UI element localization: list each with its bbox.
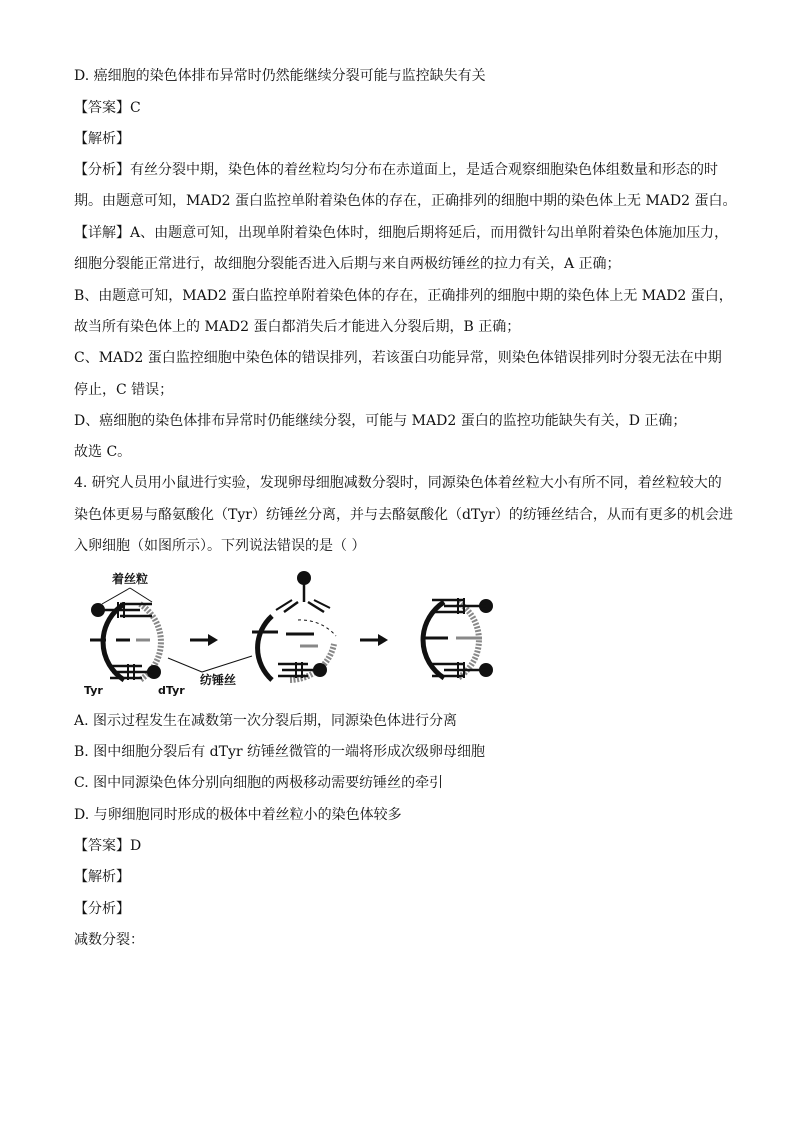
option-c: C. 图中同源染色体分别向细胞的两极移动需要纺锤丝的牵引 <box>74 775 444 791</box>
conclusion-line: 故选 C。 <box>74 444 132 460</box>
detail-paragraph-line: 【详解】A、由题意可知，出现单附着染色体时，细胞后期将延后，而用微针勾出单附着染色体施加压力， <box>74 225 729 241</box>
option-d: D. 与卵细胞同时形成的极体中着丝粒小的染色体较多 <box>74 807 402 823</box>
analysis-paragraph-line: 【分析】有丝分裂中期，染色体的着丝粒均匀分布在赤道面上，是适合观察细胞染色体组数量和形态的时 <box>74 162 718 178</box>
analysis-label: 【解析】 <box>74 131 130 147</box>
cell-stage-1 <box>90 602 161 680</box>
meiosis-heading: 减数分裂： <box>74 932 144 948</box>
analysis-heading: 【分析】 <box>74 901 130 917</box>
question-stem-line: 入卵细胞（如图所示）。下列说法错误的是（ ） <box>74 538 366 554</box>
question-stem-line: 染色体更易与酪氨酸化（Tyr）纺锤丝分离，并与去酪氨酸化（dTyr）的纺锤丝结合，从而有更多的机会进 <box>74 507 733 523</box>
spindle-label: 纺锤丝 <box>200 673 237 687</box>
detail-paragraph-line: 停止，C 错误； <box>74 382 174 398</box>
question-stem-line: 4. 研究人员用小鼠进行实验，发现卵母细胞减数分裂时，同源染色体着丝粒大小有所不同，着丝粒较大的 <box>74 475 722 491</box>
cell-stage-2 <box>252 571 336 680</box>
detail-paragraph-line: 故当所有染色体上的 MAD2 蛋白都消失后才能进入分裂后期，B 正确； <box>74 319 521 335</box>
dtyr-label: dTyr <box>158 684 185 697</box>
arrow-right-icon <box>190 634 218 646</box>
detail-paragraph-line: C、MAD2 蛋白监控细胞中染色体的错误排列，若该蛋白功能异常，则染色体错误排列时分裂无法在中期 <box>74 350 722 366</box>
option-d-text: D. 癌细胞的染色体排布异常时仍然能继续分裂可能与监控缺失有关 <box>74 68 486 84</box>
detail-paragraph-line: D、癌细胞的染色体排布异常时仍能继续分裂，可能与 MAD2 蛋白的监控功能缺失有关，D 正确； <box>74 413 687 429</box>
arrow-right-icon <box>360 634 388 646</box>
tyr-label: Tyr <box>84 684 103 697</box>
analysis-label: 【解析】 <box>74 869 130 885</box>
cell-stage-3 <box>422 598 493 678</box>
analysis-paragraph-line: 期。由题意可知，MAD2 蛋白监控单附着染色体的存在，正确排列的细胞中期的染色体上无 MAD2 蛋白。 <box>74 193 737 209</box>
meiosis-diagram <box>72 566 522 700</box>
answer-label: 【答案】D <box>74 838 142 854</box>
option-a: A. 图示过程发生在减数第一次分裂后期，同源染色体进行分离 <box>74 713 458 729</box>
centromere-label: 着丝粒 <box>112 572 149 586</box>
option-b: B. 图中细胞分裂后有 dTyr 纺锤丝微管的一端将形成次级卵母细胞 <box>74 744 485 760</box>
detail-paragraph-line: B、由题意可知，MAD2 蛋白监控单附着染色体的存在，正确排列的细胞中期的染色体上无 MAD2 蛋白， <box>74 288 733 304</box>
detail-paragraph-line: 细胞分裂能正常进行，故细胞分裂能否进入后期与来自两极纺锤丝的拉力有关，A 正确； <box>74 256 621 272</box>
answer-label: 【答案】C <box>74 100 141 116</box>
